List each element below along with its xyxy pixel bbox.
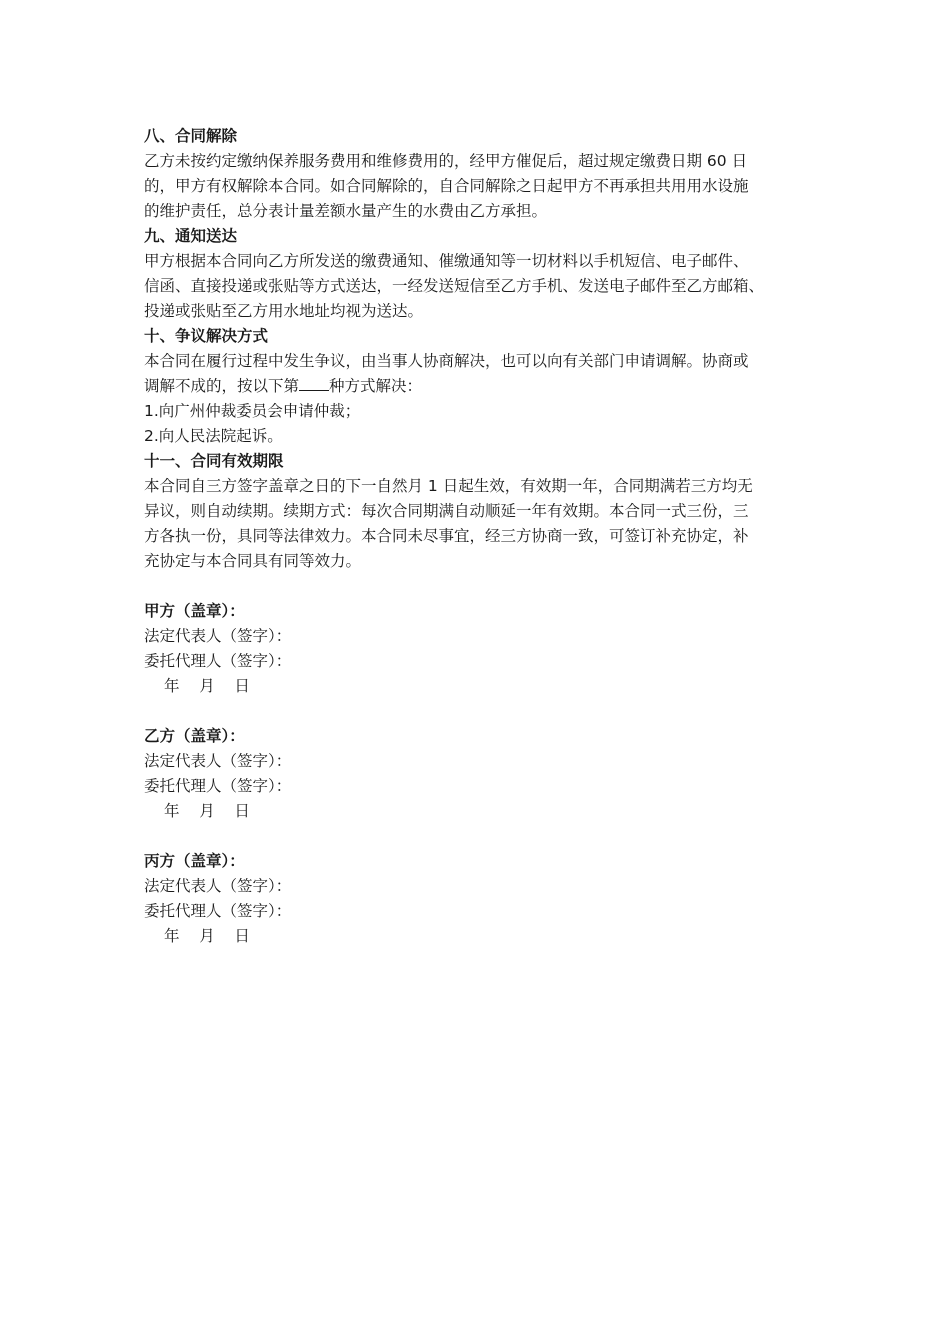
text-line: 投递或张贴至乙方用水地址均视为送达。 [144, 302, 424, 320]
legal-rep-line: 法定代表人（签字）： [144, 877, 292, 895]
section-body [144, 474, 814, 574]
signature-block-party-b [144, 724, 814, 824]
agent-line: 委托代理人（签字）： [144, 777, 292, 795]
section-body [144, 249, 814, 324]
section-dispute [144, 324, 814, 449]
text-line: 信函、直接投递或张贴等方式送达，一经发送短信至乙方手机、发送电子邮件至乙方邮箱、 [144, 277, 765, 295]
section-validity [144, 449, 814, 574]
section-heading: 八、合同解除 [144, 127, 238, 145]
section-heading: 十一、合同有效期限 [144, 452, 284, 470]
signature-block-party-a [144, 599, 814, 699]
text-line-with-blank [144, 374, 814, 399]
text-line: 的，甲方有权解除本合同。如合同解除的，自合同解除之日起甲方不再承担共用用水设施 [144, 177, 749, 195]
text-line: 甲方根据本合同向乙方所发送的缴费通知、催缴通知等一切材料以手机短信、电子邮件、 [144, 252, 749, 270]
signature-block-party-c [144, 849, 814, 949]
text-line: 方各执一份，具同等法律效力。本合同未尽事宜，经三方协商一致，可签订补充协定，补 [144, 527, 749, 545]
contract-page [144, 124, 814, 949]
date-line: 年 月 日 [164, 802, 250, 820]
text-line: 本合同自三方签字盖章之日的下一自然月 1 日起生效，有效期一年，合同期满若三方均无 [144, 477, 753, 495]
text-line: 异议，则自动续期。续期方式：每次合同期满自动顺延一年有效期。本合同一式三份，三 [144, 502, 749, 520]
text-after-blank: 种方式解决： [329, 377, 423, 395]
text-before-blank: 调解不成的，按以下第 [144, 377, 300, 395]
section-termination [144, 124, 814, 224]
agent-line: 委托代理人（签字）： [144, 652, 292, 670]
section-heading: 十、争议解决方式 [144, 327, 269, 345]
text-line: 本合同在履行过程中发生争议，由当事人协商解决，也可以向有关部门申请调解。协商或 [144, 352, 749, 370]
text-line: 的维护责任，总分表计量差额水量产生的水费由乙方承担。 [144, 202, 548, 220]
section-body [144, 149, 814, 224]
section-notice [144, 224, 814, 324]
agent-line: 委托代理人（签字）： [144, 902, 292, 920]
option-item: 1.向广州仲裁委员会申请仲裁； [144, 402, 361, 420]
section-body [144, 349, 814, 449]
date-line: 年 月 日 [164, 927, 250, 945]
fill-in-blank [299, 375, 329, 391]
party-title: 乙方（盖章）： [144, 727, 245, 745]
legal-rep-line: 法定代表人（签字）： [144, 752, 292, 770]
party-title: 甲方（盖章）： [144, 602, 245, 620]
text-line: 乙方未按约定缴纳保养服务费用和维修费用的，经甲方催促后，超过规定缴费日期 60 日 [144, 152, 748, 170]
text-line: 充协定与本合同具有同等效力。 [144, 552, 362, 570]
option-item: 2.向人民法院起诉。 [144, 427, 283, 445]
legal-rep-line: 法定代表人（签字）： [144, 627, 292, 645]
party-title: 丙方（盖章）： [144, 852, 245, 870]
section-heading: 九、通知送达 [144, 227, 238, 245]
date-line: 年 月 日 [164, 677, 250, 695]
